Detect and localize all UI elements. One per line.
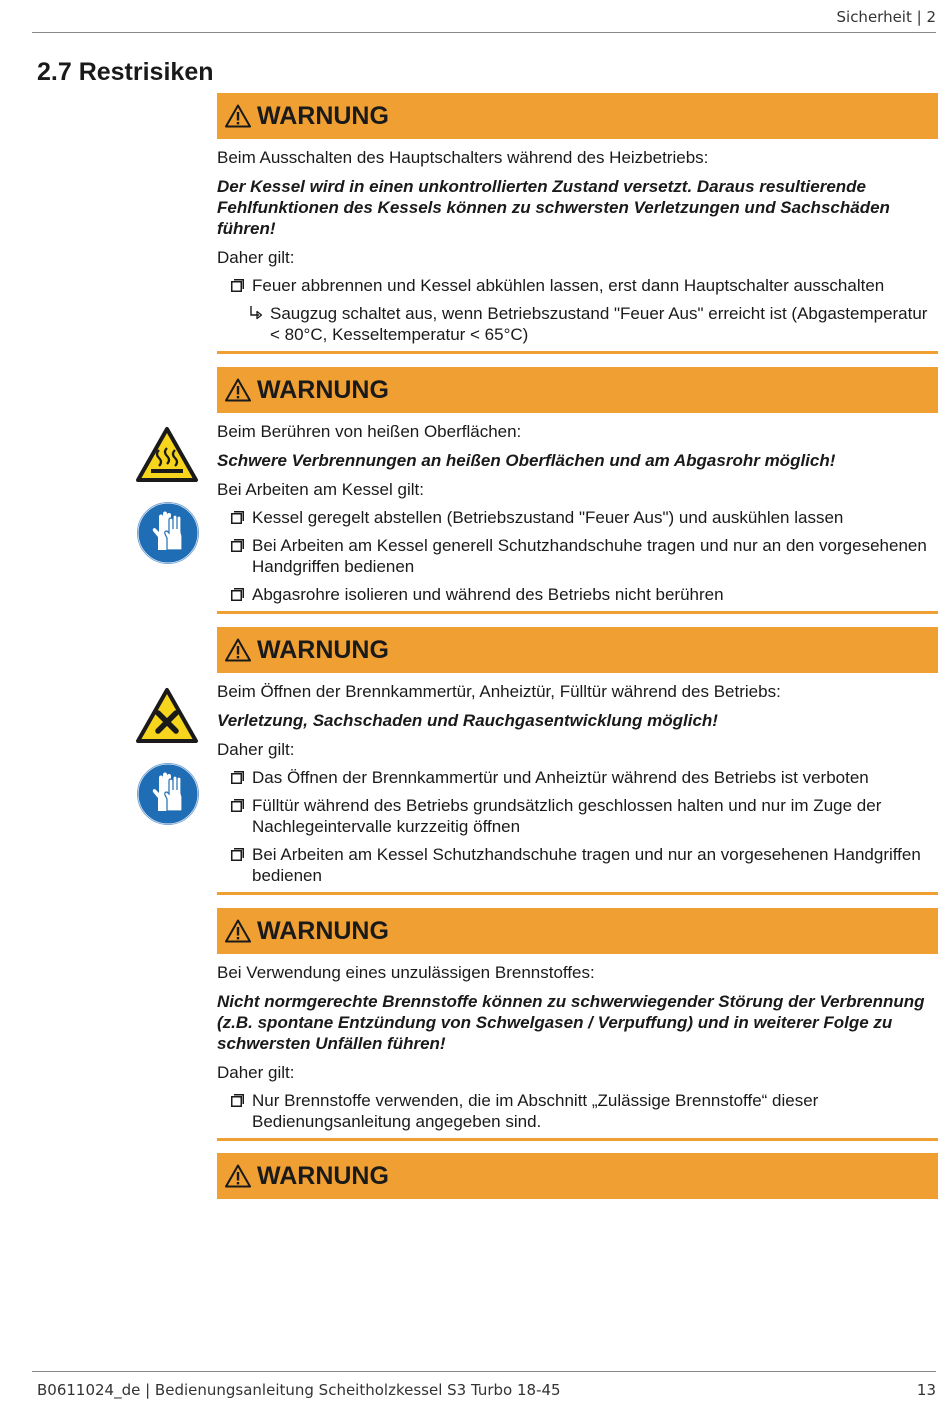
warning-banner	[217, 367, 938, 413]
warning-triangle-icon	[225, 638, 251, 662]
checkbox-icon	[231, 1094, 244, 1107]
warning-banner	[217, 627, 938, 673]
warning-label: WARNUNG	[257, 101, 389, 130]
warning-block-4	[217, 908, 938, 1141]
warning-triangle-icon	[225, 378, 251, 402]
warning-banner	[217, 93, 938, 139]
warning-banner	[217, 1153, 938, 1199]
header-divider	[32, 32, 936, 33]
warning-consequence: Der Kessel wird in einen unkontrollierten Zustand versetzt. Daraus resultierende Fehlfunktionen des Kessels können zu schwersten Verletzungen und Sachschäden führen!	[217, 177, 890, 238]
wear-gloves-icon	[136, 501, 200, 565]
warning-label: WARNUNG	[257, 916, 389, 945]
warning-triangle-icon	[225, 104, 251, 128]
warning-block-5	[217, 1153, 938, 1199]
warning-bottom-rule	[217, 1138, 938, 1141]
warning-situation: Bei Verwendung eines unzulässigen Brennstoffes:	[217, 963, 595, 982]
list-item: Fülltür während des Betriebs grundsätzlich geschlossen halten und nur im Zuge der Nachlegeintervalle kurzzeitig öffnen	[217, 795, 938, 837]
warning-triangle-icon	[225, 1164, 251, 1188]
warning-situation: Beim Öffnen der Brennkammertür, Anheiztür, Fülltür während des Betriebs:	[217, 682, 781, 701]
warning-bottom-rule	[217, 892, 938, 895]
warning-bottom-rule	[217, 351, 938, 354]
footer-divider	[32, 1371, 936, 1372]
warning-banner	[217, 908, 938, 954]
section-title: 2.7 Restrisiken	[37, 58, 214, 86]
harmful-substance-warning-icon	[135, 687, 199, 745]
list-item: Bei Arbeiten am Kessel generell Schutzhandschuhe tragen und nur an den vorgesehenen Handgriffen bedienen	[217, 535, 938, 577]
warning-lead: Bei Arbeiten am Kessel gilt:	[217, 480, 424, 499]
warning-situation: Beim Berühren von heißen Oberflächen:	[217, 422, 522, 441]
checkbox-icon	[231, 511, 244, 524]
warning-consequence: Verletzung, Sachschaden und Rauchgasentwicklung möglich!	[217, 711, 718, 730]
result-arrow-icon	[249, 305, 263, 321]
list-item: Feuer abbrennen und Kessel abkühlen lassen, erst dann Hauptschalter ausschalten	[217, 275, 938, 296]
checkbox-icon	[231, 279, 244, 292]
warning-consequence: Schwere Verbrennungen an heißen Oberflächen und am Abgasrohr möglich!	[217, 451, 836, 470]
list-item: Nur Brennstoffe verwenden, die im Abschnitt „Zulässige Brennstoffe“ dieser Bedienungsanleitung angegeben sind.	[217, 1090, 938, 1132]
warning-block-1	[217, 93, 938, 354]
warning-block-2	[217, 367, 938, 614]
running-header: Sicherheit | 2	[836, 8, 936, 26]
checkbox-icon	[231, 771, 244, 784]
wear-gloves-icon	[136, 762, 200, 826]
warning-consequence: Nicht normgerechte Brennstoffe können zu schwerwiegender Störung der Verbrennung (z.B. spontane Entzündung von Schwelgasen / Verpuffung) und in weiterer Folge zu schwersten Unfällen führen!	[217, 992, 925, 1053]
warning-situation: Beim Ausschalten des Hauptschalters während des Heizbetriebs:	[217, 148, 709, 167]
warning-label: WARNUNG	[257, 1161, 389, 1190]
checkbox-icon	[231, 848, 244, 861]
checkbox-icon	[231, 799, 244, 812]
warning-label: WARNUNG	[257, 635, 389, 664]
warning-lead: Daher gilt:	[217, 740, 295, 759]
footer-document-info: B0611024_de | Bedienungsanleitung Scheitholzkessel S3 Turbo 18-45	[37, 1381, 561, 1399]
warning-block-3	[217, 627, 938, 895]
checkbox-icon	[231, 588, 244, 601]
checkbox-icon	[231, 539, 244, 552]
warning-label: WARNUNG	[257, 375, 389, 404]
list-item: Abgasrohre isolieren und während des Betriebs nicht berühren	[217, 584, 938, 605]
list-item: Kessel geregelt abstellen (Betriebszustand "Feuer Aus") und auskühlen lassen	[217, 507, 938, 528]
warning-lead: Daher gilt:	[217, 248, 295, 267]
result-item: Saugzug schaltet aus, wenn Betriebszustand "Feuer Aus" erreicht ist (Abgastemperatur < 80°C, Kesseltemperatur < 65°C)	[217, 303, 938, 345]
warning-lead: Daher gilt:	[217, 1063, 295, 1082]
warning-triangle-icon	[225, 919, 251, 943]
warning-bottom-rule	[217, 611, 938, 614]
list-item: Bei Arbeiten am Kessel Schutzhandschuhe tragen und nur an vorgesehenen Handgriffen bedienen	[217, 844, 938, 886]
list-item: Das Öffnen der Brennkammertür und Anheiztür während des Betriebs ist verboten	[217, 767, 938, 788]
hot-surface-warning-icon	[135, 426, 199, 484]
page-number: 13	[916, 1381, 936, 1399]
